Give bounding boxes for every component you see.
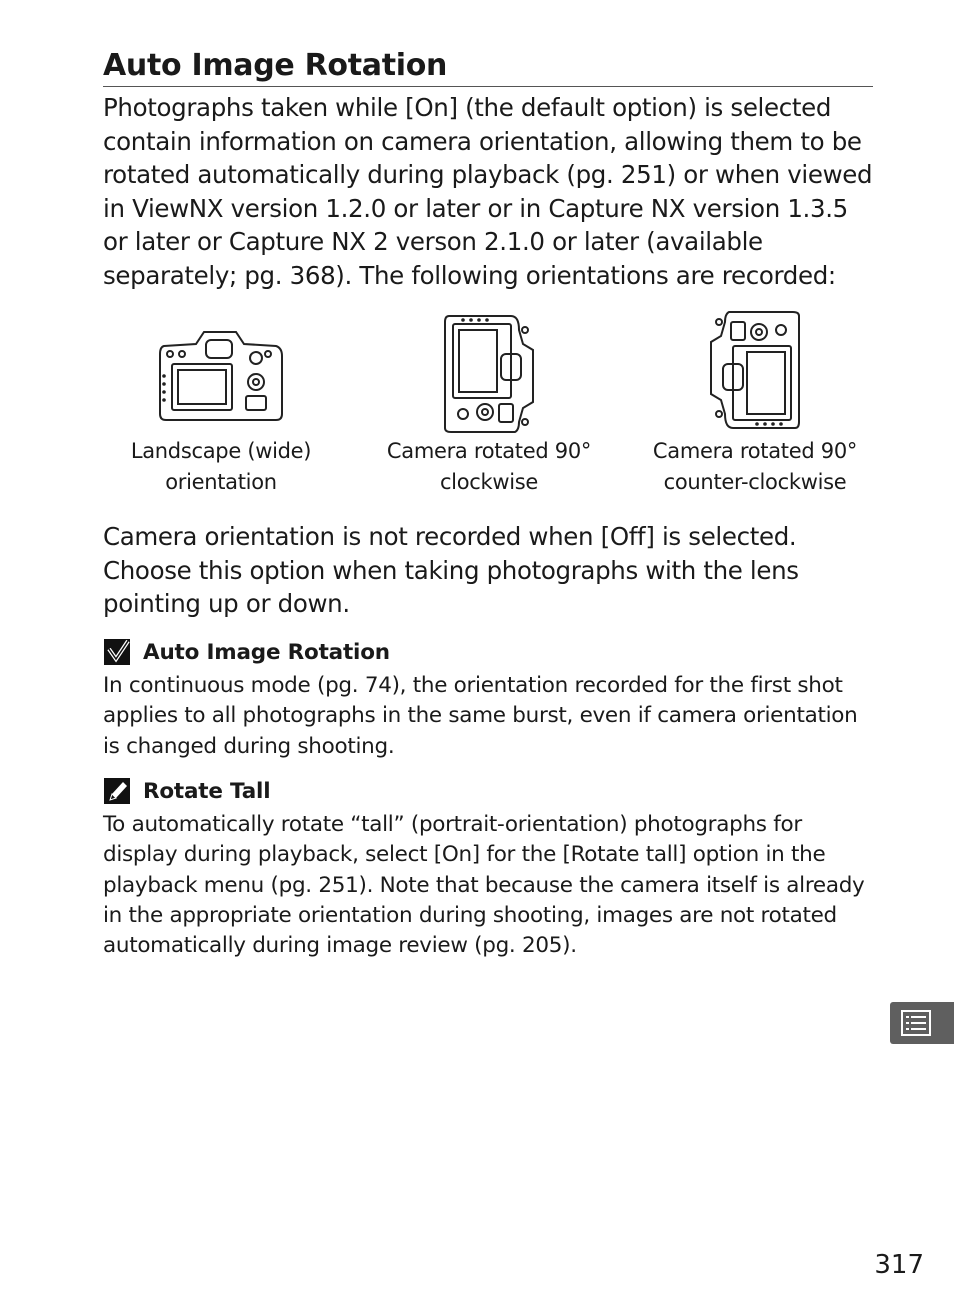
note-auto-image-rotation-heading [103, 638, 390, 666]
caution-check-icon [103, 638, 131, 666]
orientation-caption-line-1: Camera rotated 90° [652, 439, 858, 463]
note-rotate-tall-body: To automatically rotate “tall” (portrait-orientation) photographs for display during playback, select [On] for the [Rotate tall] option in the playback menu (pg. 251). Note that because the camera itself is already in the appropriate orientation during shooting, images are not rotated automatically during image review (pg. 205). [103, 812, 865, 959]
note-auto-image-rotation-body: In continuous mode (pg. 74), the orientation recorded for the first shot applies to all photographs in the same burst, even if camera orientation is changed during shooting. [103, 673, 858, 759]
note-heading-text: Rotate Tall [143, 778, 271, 804]
camera-rotated-counterclockwise-icon [705, 310, 805, 434]
page-title: Auto Image Rotation [103, 46, 873, 87]
section-tab-menu-guide[interactable] [890, 1002, 954, 1044]
orientation-clockwise [364, 308, 614, 497]
note-heading-text: Auto Image Rotation [143, 639, 390, 665]
orientation-caption-line-1: Camera rotated 90° [386, 439, 592, 463]
note-rotate-tall-heading [103, 777, 270, 805]
orientation-caption-line-2: orientation [165, 469, 277, 494]
intro-paragraph: Photographs taken while [On] (the default option) is selected contain information on camera orientation, allowing them to be rotated automatically during playback (pg. 251) or when viewed in ViewNX version 1.2.0 or later or in Capture NX version 1.3.5 or later or Capture NX 2 verson 2.1.0 or later (available separately; pg. 368). The following orientations are recorded: [103, 93, 873, 290]
pencil-note-icon [103, 777, 131, 805]
orientation-landscape [96, 308, 346, 497]
orientation-caption-line-2: counter-clockwise [663, 469, 847, 494]
page-number: 317 [874, 1250, 924, 1280]
orientation-figure [96, 308, 886, 508]
orientation-caption-line-1: Landscape (wide) [130, 439, 312, 463]
menu-list-icon [901, 1010, 931, 1036]
off-setting-paragraph: Camera orientation is not recorded when [Off] is selected. Choose this option when taking photographs with the lens pointing up or down. [103, 522, 799, 619]
camera-rotated-clockwise-icon [439, 310, 539, 434]
orientation-caption-line-2: clockwise [439, 469, 539, 494]
camera-landscape-icon [156, 324, 286, 424]
orientation-counterclockwise [630, 308, 880, 497]
